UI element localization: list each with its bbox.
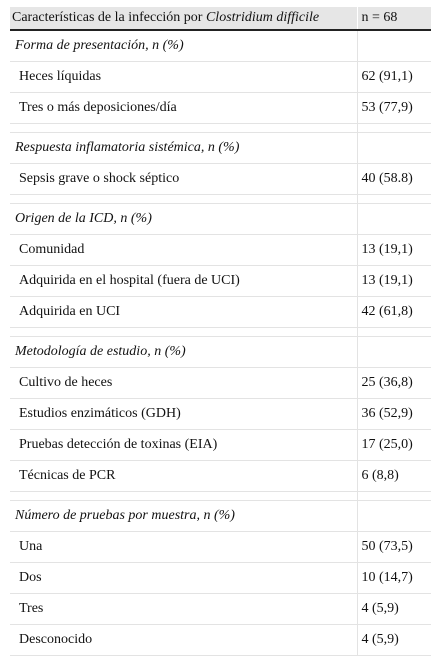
- header-row: [10, 7, 431, 30]
- table-header: [10, 7, 431, 30]
- section-spacer-row: [10, 328, 431, 337]
- row-label: Comunidad: [10, 235, 357, 266]
- table-row: [10, 164, 431, 195]
- section-title: Metodología de estudio, n (%): [10, 337, 357, 368]
- section-header-row: [10, 204, 431, 235]
- row-label: Adquirida en el hospital (fuera de UCI): [10, 266, 357, 297]
- table-row: [10, 430, 431, 461]
- row-label: Cultivo de heces: [10, 368, 357, 399]
- row-value: 50 (73,5): [357, 532, 431, 563]
- section-title-value-cell: [357, 337, 431, 368]
- row-label: Dos: [10, 563, 357, 594]
- row-value: 4 (5,9): [357, 625, 431, 656]
- row-label: Adquirida en UCI: [10, 297, 357, 328]
- section-spacer-row: [10, 124, 431, 133]
- row-label: Desconocido: [10, 625, 357, 656]
- spacer-cell: [10, 195, 357, 204]
- section-header-row: [10, 133, 431, 164]
- spacer-cell: [10, 328, 357, 337]
- table-row: [10, 625, 431, 656]
- row-label: Técnicas de PCR: [10, 461, 357, 492]
- table-row: [10, 266, 431, 297]
- table-row: [10, 368, 431, 399]
- table-row: [10, 93, 431, 124]
- row-label: Tres: [10, 594, 357, 625]
- row-label: Sepsis grave o shock séptico: [10, 164, 357, 195]
- row-value: 53 (77,9): [357, 93, 431, 124]
- section-title-value-cell: [357, 501, 431, 532]
- row-value: 40 (58.8): [357, 164, 431, 195]
- table-row: [10, 399, 431, 430]
- row-label: Tres o más deposiciones/día: [10, 93, 357, 124]
- header-organism-name: Clostridium difficile: [205, 10, 320, 25]
- section-spacer-row: [10, 492, 431, 501]
- spacer-cell: [357, 195, 431, 204]
- table-row: [10, 532, 431, 563]
- row-value: 13 (19,1): [357, 266, 431, 297]
- row-label: Estudios enzimáticos (GDH): [10, 399, 357, 430]
- row-value: 6 (8,8): [357, 461, 431, 492]
- row-label: Una: [10, 532, 357, 563]
- row-value: 17 (25,0): [357, 430, 431, 461]
- table-row: [10, 563, 431, 594]
- spacer-cell: [10, 124, 357, 133]
- row-value: 42 (61,8): [357, 297, 431, 328]
- row-label: Pruebas detección de toxinas (EIA): [10, 430, 357, 461]
- header-n: n = 68: [357, 7, 431, 30]
- spacer-cell: [357, 492, 431, 501]
- row-label: Heces líquidas: [10, 62, 357, 93]
- spacer-cell: [357, 328, 431, 337]
- table-row: [10, 62, 431, 93]
- row-value: 10 (14,7): [357, 563, 431, 594]
- section-title: Forma de presentación, n (%): [10, 30, 357, 62]
- table-row: [10, 594, 431, 625]
- header-characteristics: [10, 7, 357, 30]
- table-row: [10, 235, 431, 266]
- section-title: Número de pruebas por muestra, n (%): [10, 501, 357, 532]
- section-header-row: [10, 337, 431, 368]
- infection-characteristics-table: [10, 7, 431, 656]
- row-value: 25 (36,8): [357, 368, 431, 399]
- table-body: [10, 30, 431, 656]
- section-spacer-row: [10, 195, 431, 204]
- table-row: [10, 297, 431, 328]
- section-title-value-cell: [357, 30, 431, 62]
- row-value: 62 (91,1): [357, 62, 431, 93]
- row-value: 36 (52,9): [357, 399, 431, 430]
- row-value: 4 (5,9): [357, 594, 431, 625]
- section-header-row: [10, 501, 431, 532]
- row-value: 13 (19,1): [357, 235, 431, 266]
- section-title-value-cell: [357, 133, 431, 164]
- section-title-value-cell: [357, 204, 431, 235]
- section-title: Origen de la ICD, n (%): [10, 204, 357, 235]
- spacer-cell: [10, 492, 357, 501]
- section-header-row: [10, 30, 431, 62]
- spacer-cell: [357, 124, 431, 133]
- table-row: [10, 461, 431, 492]
- section-title: Respuesta inflamatoria sistémica, n (%): [10, 133, 357, 164]
- header-characteristics-text: Características de la infección por: [12, 10, 206, 25]
